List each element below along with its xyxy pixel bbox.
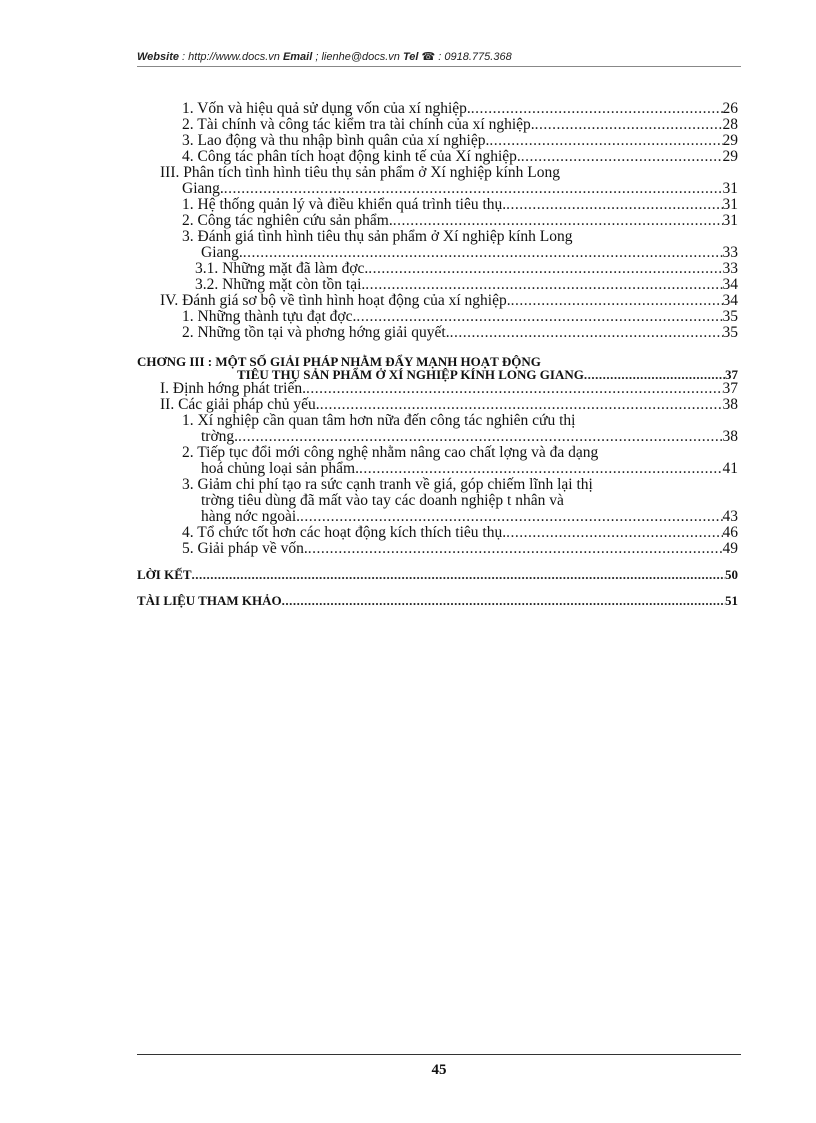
toc-page: 38 [722,396,738,413]
toc-entry: 4. Công tác phân tích hoạt động kinh tế của Xí nghiệp. ..... 29 [137,149,738,165]
toc-page: 31 [722,212,738,229]
toc-page: 34 [722,292,738,309]
page-number: 45 [431,1062,447,1078]
chapter-heading-line2: TIÊU THỤ SẢN PHẨM Ở XÍ NGHIỆP KÍNH LONG GIANG ..... 37 [137,368,738,381]
toc-entry-line: trờng tiêu dùng đã mất vào tay các doanh nghiệp t nhân và [201,492,564,509]
toc-entry-line: III. Phân tích tình hình tiêu thụ sản phẩm ở Xí nghiệp kính Long [160,164,560,181]
toc-entry: 2. Những tồn tại và phơng hớng giải quyết. ..... 35 [137,325,738,341]
toc-entry: 4. Tổ chức tốt hơn các hoạt động kích thích tiêu thụ. ..... 46 [137,525,738,541]
toc-entry: Giang. ..... 31 [137,181,738,197]
toc-page: 43 [722,508,738,525]
toc-entry: IV. Đánh giá sơ bộ về tình hình hoạt động của xí nghiệp. ..... 34 [137,293,738,309]
toc-entry-line: 3. Giảm chi phí tạo ra sức cạnh tranh về giá, góp chiếm lĩnh lại thị [182,476,593,493]
tel-value: ☎ : 0918.775.368 [421,51,512,63]
website-value[interactable]: : http://www.docs.vn [182,51,280,63]
toc-page: 49 [722,540,738,557]
toc-entry-line: 1. Xí nghiệp cần quan tâm hơn nữa đến công tác nghiên cứu thị [182,412,576,429]
toc-entry: 3.2. Những mặt còn tồn tại. ..... 34 [137,277,738,293]
toc-page: 29 [722,148,738,165]
toc-entry: 1. Những thành tựu đạt đợc. ..... 35 [137,309,738,325]
footer-divider [137,1054,741,1055]
toc-page: 28 [722,116,738,133]
toc-entry: 1. Hệ thống quản lý và điều khiển quá trình tiêu thụ. ..... 31 [137,197,738,213]
header-divider [137,66,741,67]
toc-entry: 2. Tài chính và công tác kiểm tra tài chính của xí nghiệp. ..... 28 [137,117,738,133]
toc-entry: Giang. ..... 33 [137,245,738,261]
email-value[interactable]: ; lienhe@docs.vn [315,51,400,63]
toc-page: 31 [722,180,738,197]
toc-entry: 5. Giải pháp về vốn. ..... 49 [137,541,738,557]
toc-page: 29 [722,132,738,149]
email-label: Email [282,51,313,63]
toc-entry: trờng. ..... 38 [137,429,738,445]
tel-label: Tel [402,51,419,63]
toc-page: 34 [722,276,738,293]
toc-entry: 3.1. Những mặt đã làm đợc. ..... 33 [137,261,738,277]
toc-entry: 1. Vốn và hiệu quả sử dụng vốn của xí nghiệp. ..... 26 [137,101,738,117]
toc-page: 37 [722,380,738,397]
toc-page: 33 [722,260,738,277]
toc-page: 35 [722,308,738,325]
toc-entry: 3. Lao động và thu nhập bình quân của xí nghiệp. ..... 29 [137,133,738,149]
toc-entry: hoá chủng loại sản phẩm. ..... 41 [137,461,738,477]
toc-page: 35 [722,324,738,341]
toc-page: 51 [725,593,738,608]
toc-page: 26 [722,100,738,117]
toc-references: TÀI LIỆU THAM KHẢO ..... 51 [137,593,738,609]
chapter-heading: CHƠNG III : MỘT SỐ GIẢI PHÁP NHẰM ĐẨY MẠNH HOẠT ĐỘNG [137,354,541,369]
toc-page: 50 [725,567,738,582]
toc-entry: 2. Công tác nghiên cứu sản phẩm. ..... 31 [137,213,738,229]
toc-page: 33 [722,244,738,261]
toc-conclusion: LỜI KẾT ..... 50 [137,567,738,583]
page-header [137,50,741,63]
toc-page: 41 [722,460,738,477]
toc-page: 31 [722,196,738,213]
toc-page: 37 [725,367,738,382]
toc-entry: II. Các giải pháp chủ yếu. ..... 38 [137,397,738,413]
toc-entry-line: 3. Đánh giá tình hình tiêu thụ sản phẩm ở Xí nghiệp kính Long [182,228,573,245]
toc-entry: I. Định hớng phát triển. ..... 37 [137,381,738,397]
toc-page: 38 [722,428,738,445]
toc-page: 46 [722,524,738,541]
website-label: Website [137,51,179,63]
table-of-contents [137,101,738,609]
toc-entry: hàng nớc ngoài. ..... 43 [137,509,738,525]
toc-entry-line: 2. Tiếp tục đổi mới công nghệ nhằm nâng cao chất lợng và đa dạng [182,444,599,461]
